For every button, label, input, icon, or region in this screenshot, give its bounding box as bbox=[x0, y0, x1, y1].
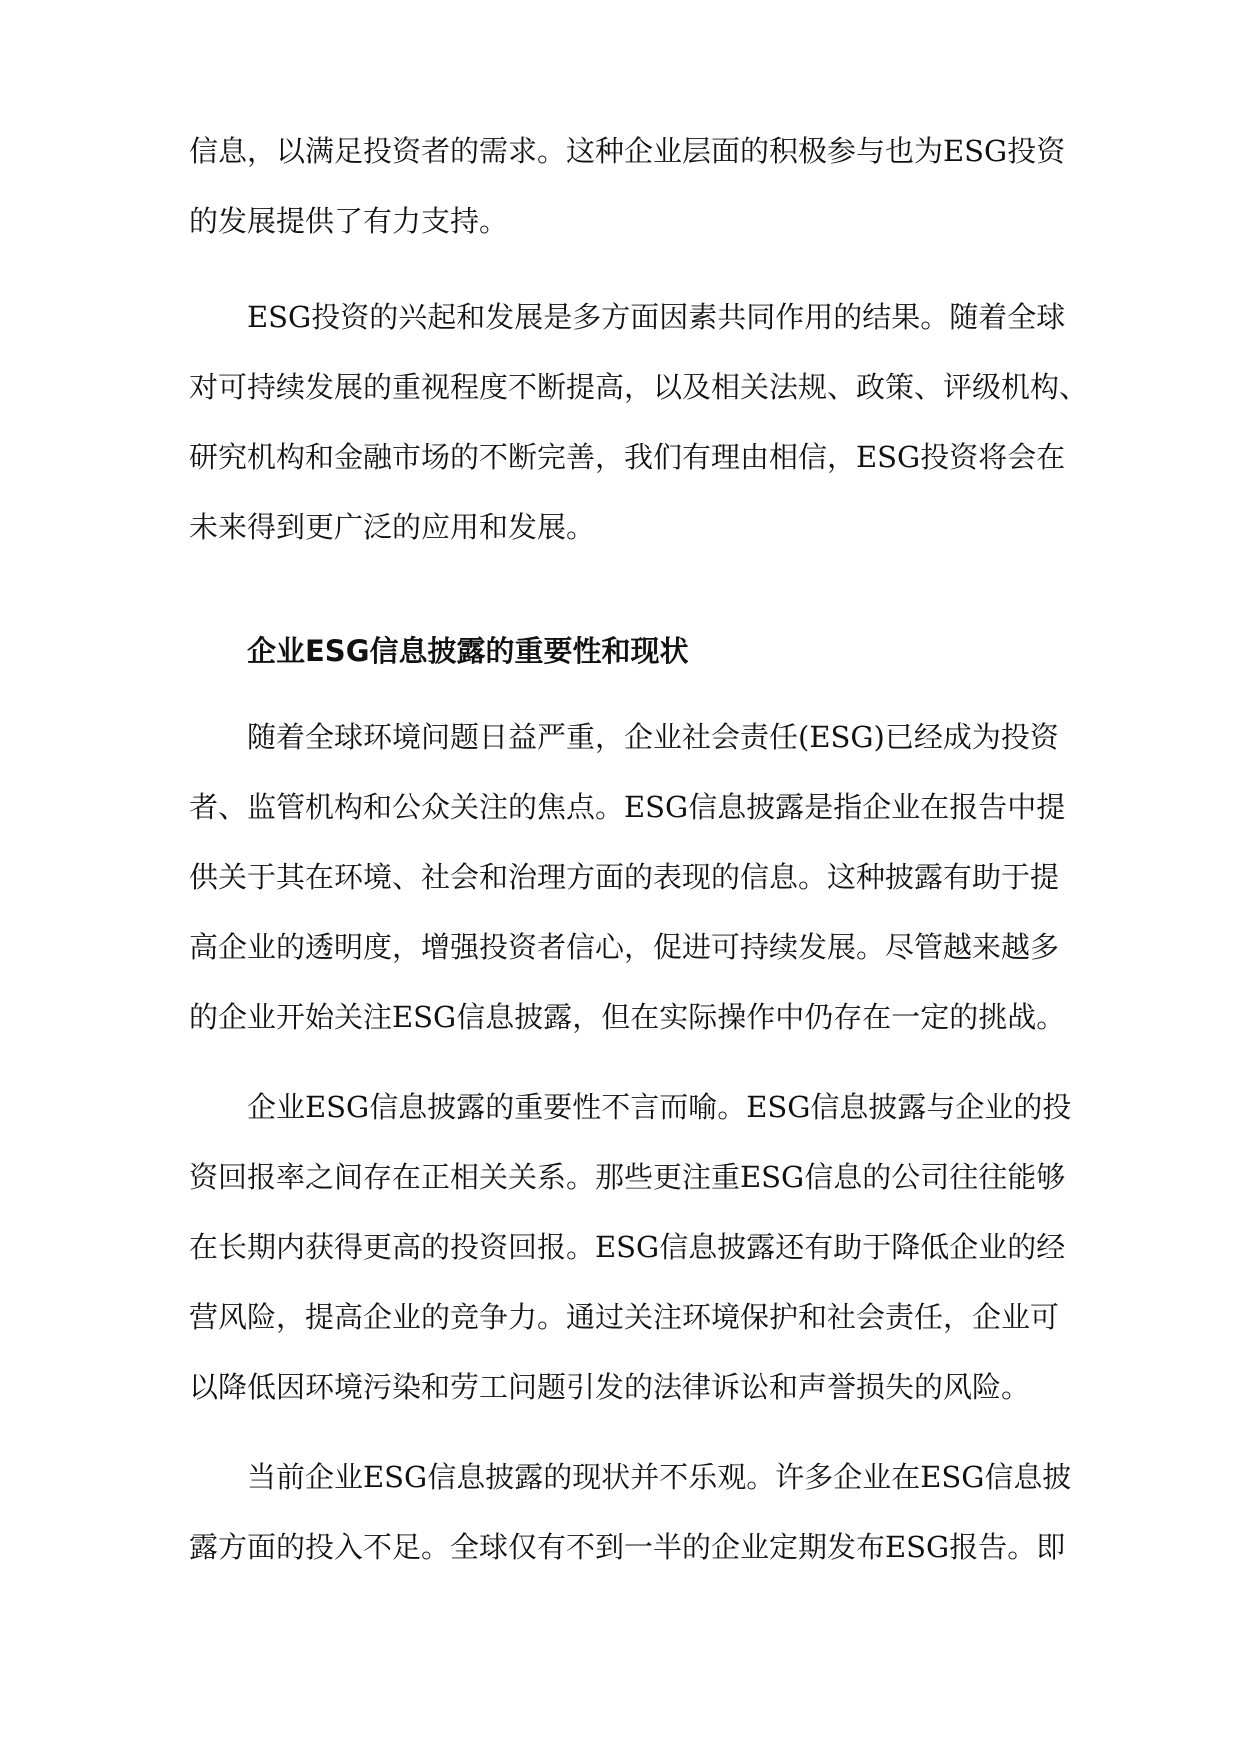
paragraph-line: 营风险，提高企业的竞争力。通过关注环境保护和社会责任，企业可 bbox=[189, 1300, 1060, 1334]
paragraph-line: 企业ESG信息披露的重要性不言而喻。ESG信息披露与企业的投 bbox=[247, 1090, 1072, 1124]
paragraph-line: 随着全球环境问题日益严重，企业社会责任(ESG)已经成为投资 bbox=[247, 720, 1059, 754]
section-heading: 企业ESG信息披露的重要性和现状 bbox=[247, 634, 689, 668]
paragraph-line: 的发展提供了有力支持。 bbox=[189, 204, 509, 238]
paragraph-line: 在长期内获得更高的投资回报。ESG信息披露还有助于降低企业的经 bbox=[189, 1230, 1066, 1264]
paragraph-line: 对可持续发展的重视程度不断提高，以及相关法规、政策、评级机构、 bbox=[189, 370, 1089, 404]
paragraph-line: 供关于其在环境、社会和治理方面的表现的信息。这种披露有助于提 bbox=[189, 860, 1060, 894]
paragraph-line: 的企业开始关注ESG信息披露，但在实际操作中仍存在一定的挑战。 bbox=[189, 1000, 1066, 1034]
paragraph-line: 当前企业ESG信息披露的现状并不乐观。许多企业在ESG信息披 bbox=[247, 1460, 1072, 1494]
paragraph-line: 信息，以满足投资者的需求。这种企业层面的积极参与也为ESG投资 bbox=[189, 134, 1066, 168]
paragraph-line: 以降低因环境污染和劳工问题引发的法律诉讼和声誉损失的风险。 bbox=[189, 1370, 1031, 1404]
paragraph-line: 高企业的透明度，增强投资者信心，促进可持续发展。尽管越来越多 bbox=[189, 930, 1060, 964]
paragraph-line: 研究机构和金融市场的不断完善，我们有理由相信，ESG投资将会在 bbox=[189, 440, 1066, 474]
paragraph-line: 资回报率之间存在正相关关系。那些更注重ESG信息的公司往往能够 bbox=[189, 1160, 1066, 1194]
paragraph-line: 者、监管机构和公众关注的焦点。ESG信息披露是指企业在报告中提 bbox=[189, 790, 1066, 824]
paragraph-line: ESG投资的兴起和发展是多方面因素共同作用的结果。随着全球 bbox=[247, 300, 1066, 334]
document-body bbox=[189, 0, 1089, 1754]
paragraph-line: 未来得到更广泛的应用和发展。 bbox=[189, 510, 596, 544]
paragraph-line: 露方面的投入不足。全球仅有不到一半的企业定期发布ESG报告。即 bbox=[189, 1530, 1066, 1564]
